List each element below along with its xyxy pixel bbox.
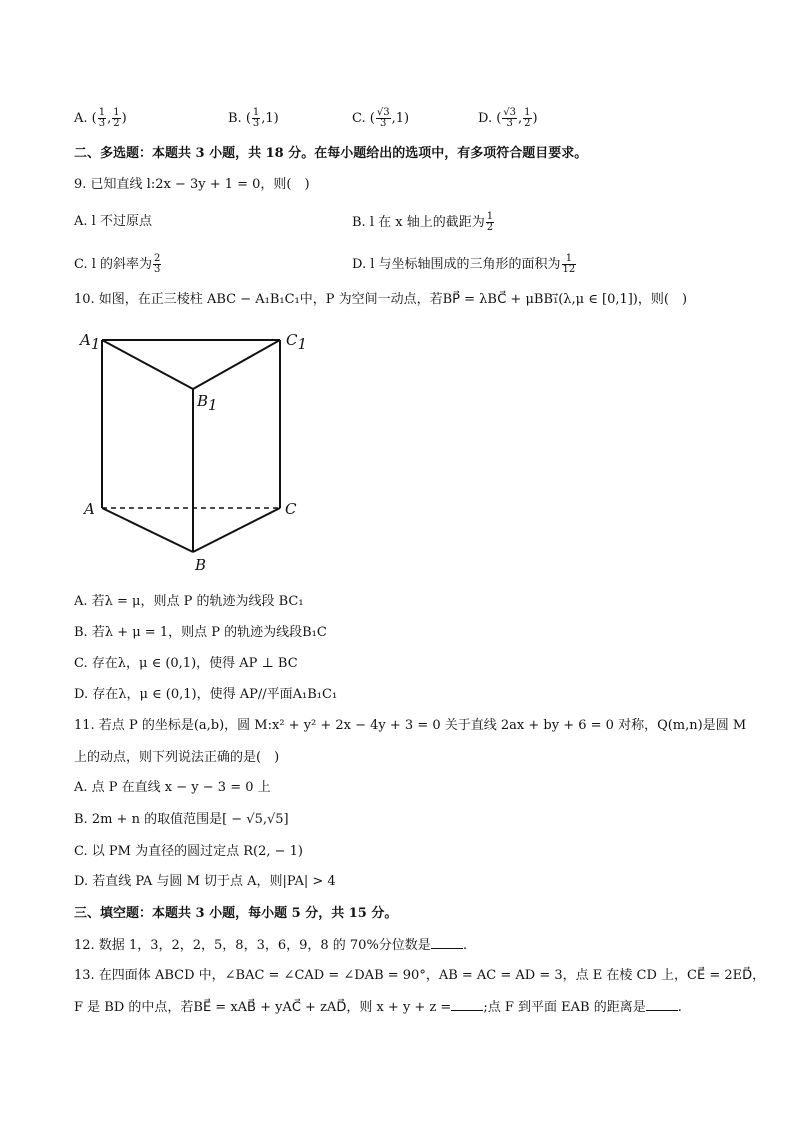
q11-option-a: A. 点 P 在直线 x − y − 3 = 0 上 <box>74 780 271 795</box>
label-b: B <box>195 556 207 574</box>
q8-a-label: A. ( <box>74 111 97 126</box>
q11-option-d: D. 若直线 PA 与圆 M 切于点 A，则|PA| > 4 <box>74 874 336 889</box>
q8-b-frac: $\frac{1}{3}$ <box>252 107 260 129</box>
edge-a-b <box>102 508 193 552</box>
q8-a-frac2: $\frac{1}{2}$ <box>113 107 120 129</box>
q11-stem-line2: 上的动点，则下列说法正确的是( ) <box>74 750 280 765</box>
q9-option-b: B. l 在 x 轴上的截距为 $\frac{1}{2}$ <box>352 211 494 233</box>
q10-option-c: C. 存在λ，μ ∈ (0,1)，使得 AP ⊥ BC <box>74 656 298 671</box>
q9-c-frac: $\frac{2}{3}$ <box>154 253 161 275</box>
q8-option-d: D. ( $\frac{√3}{3}$ , $\frac{1}{2}$ ) <box>478 107 538 129</box>
q9-option-d: D. l 与坐标轴围成的三角形的面积为 $\frac{1}{12}$ <box>352 253 576 275</box>
label-a: A <box>84 500 95 518</box>
edge-b-c <box>193 508 280 552</box>
q8-d-frac2: $\frac{1}{2}$ <box>524 107 531 129</box>
label-c1: C1 <box>286 331 308 353</box>
q11-option-b: B. 2m + n 的取值范围是[ − √5,√5] <box>74 812 289 827</box>
q13-line2: F 是 BD 的中点，若BE⃗ = xAB⃗ + yAC⃗ + zAD⃗，则 x + y + z = ;点 F 到平面 EAB 的距离是 . <box>74 1000 682 1015</box>
q9-d-frac: $\frac{1}{12}$ <box>562 253 576 275</box>
edge-b1-c1 <box>193 340 280 389</box>
q13-answer-blank-1[interactable] <box>451 998 483 1011</box>
label-b1: B1 <box>197 392 218 414</box>
section-3-heading: 三、填空题：本题共 3 小题，每小题 5 分，共 15 分。 <box>74 906 398 921</box>
q8-option-a: A. ( $\frac{1}{3}$ , $\frac{1}{2}$ ) <box>74 107 127 129</box>
q12: 12. 数据 1，3，2，2，5，8，3，6，9，8 的 70%分位数是 . <box>74 938 467 953</box>
q9-option-c: C. l 的斜率为 $\frac{2}{3}$ <box>74 253 161 275</box>
q11-option-c: C. 以 PM 为直径的圆过定点 R(2, − 1) <box>74 844 303 859</box>
q9-stem: 9. 已知直线 l:2x − 3y + 1 = 0，则( ) <box>74 177 310 192</box>
q13-line1: 13. 在四面体 ABCD 中，∠BAC = ∠CAD = ∠DAB = 90°，AB = AC = AD = 3，点 E 在棱 CD 上，CE⃗ = 2ED⃗， <box>74 968 766 983</box>
label-a1: A1 <box>80 331 101 353</box>
prism-figure <box>74 318 314 578</box>
q13-answer-blank-2[interactable] <box>646 998 678 1011</box>
edge-a1-b1 <box>102 340 193 389</box>
q12-answer-blank[interactable] <box>431 936 463 949</box>
q8-option-c: C. ( $\frac{√3}{3}$ ,1) <box>352 107 410 129</box>
q9-b-frac: $\frac{1}{2}$ <box>486 211 494 233</box>
q10-option-a: A. 若λ = μ，则点 P 的轨迹为线段 BC₁ <box>74 594 304 609</box>
q8-option-b: B. ( $\frac{1}{3}$ ,1) <box>228 107 279 129</box>
section-2-heading: 二、多选题：本题共 3 小题，共 18 分。在每小题给出的选项中，有多项符合题目要求。 <box>74 146 588 161</box>
q10-option-b: B. 若λ + μ = 1，则点 P 的轨迹为线段B₁C <box>74 625 327 640</box>
q9-option-a: A. l 不过原点 <box>74 214 152 229</box>
label-c: C <box>285 500 297 518</box>
q8-d-frac1: $\frac{√3}{3}$ <box>503 107 517 129</box>
q11-stem-line1: 11. 若点 P 的坐标是(a,b)，圆 M:x² + y² + 2x − 4y + 3 = 0 关于直线 2ax + by + 6 = 0 对称，Q(m,n)是圆 M <box>74 718 747 733</box>
q8-a-frac1: $\frac{1}{3}$ <box>98 107 106 129</box>
q10-option-d: D. 存在λ，μ ∈ (0,1)，使得 AP//平面A₁B₁C₁ <box>74 687 338 702</box>
q10-stem: 10. 如图，在正三棱柱 ABC − A₁B₁C₁中，P 为空间一动点，若BP⃗ = λBC⃗ + μBB₁⃗(λ,μ ∈ [0,1])，则( ) <box>74 292 688 307</box>
q8-c-frac: $\frac{√3}{3}$ <box>376 107 390 129</box>
